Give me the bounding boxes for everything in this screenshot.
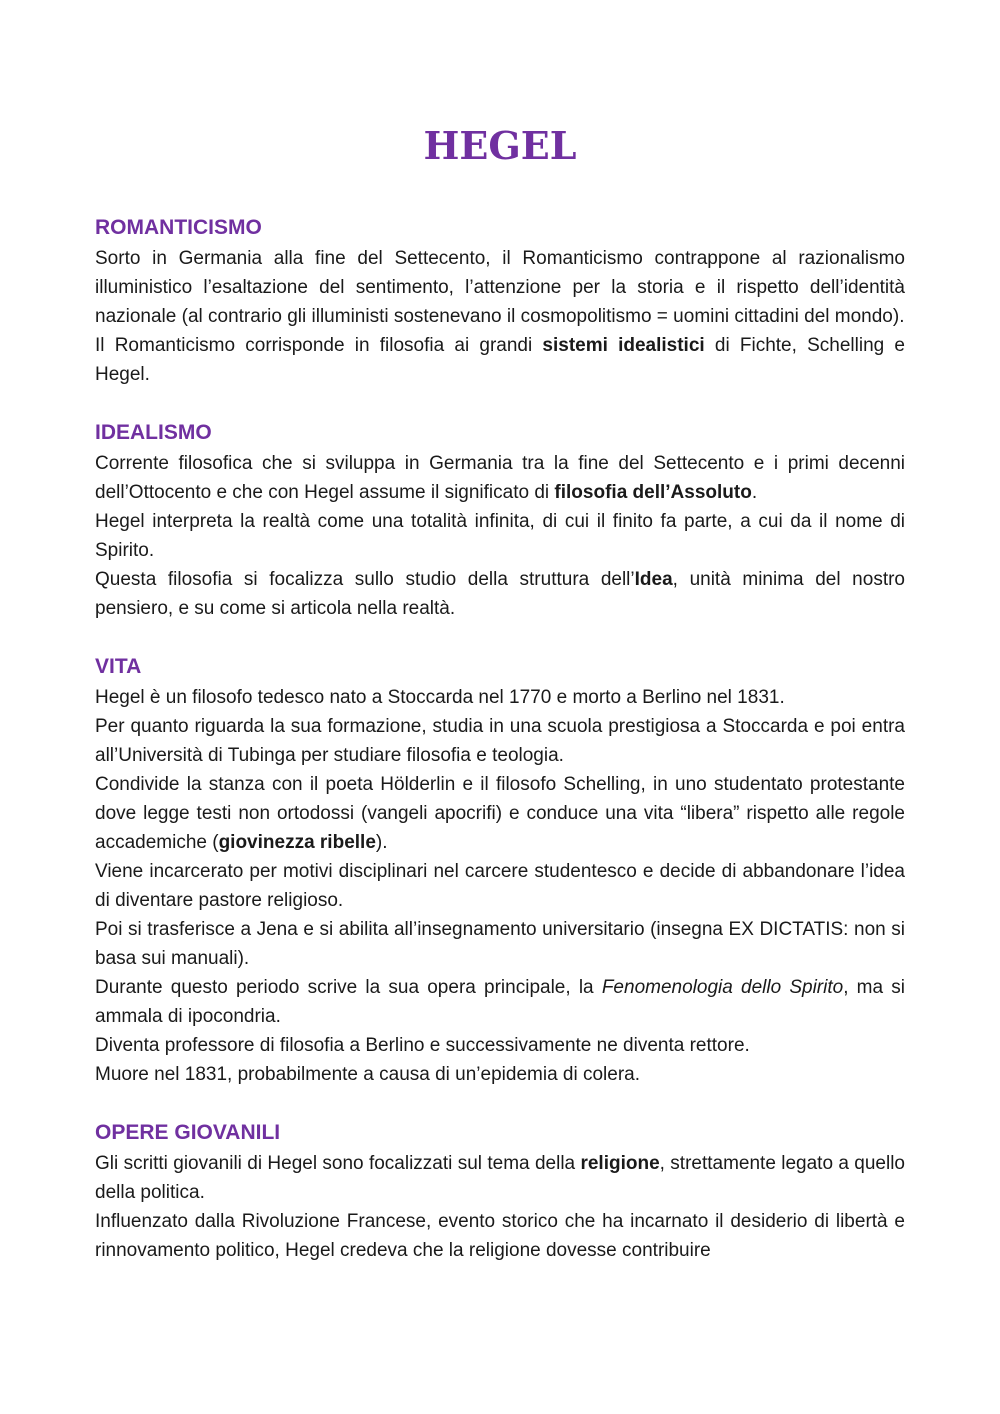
paragraph: Gli scritti giovanili di Hegel sono focalizzati sul tema della religione, strettamente legato a quello della politica. — [95, 1153, 905, 1203]
section-opere-giovanili — [95, 1117, 905, 1265]
document-page — [95, 118, 905, 1293]
section-vita — [95, 651, 905, 1089]
paragraph: Hegel interpreta la realtà come una totalità infinita, di cui il finito fa parte, a cui da il nome di Spirito. — [95, 511, 905, 561]
paragraph: Durante questo periodo scrive la sua opera principale, la Fenomenologia dello Spirito, ma si ammala di ipocondria. — [95, 977, 905, 1027]
paragraph: Viene incarcerato per motivi disciplinari nel carcere studentesco e decide di abbandonare l’idea di diventare pastore religioso. — [95, 861, 905, 911]
paragraph: Condivide la stanza con il poeta Hölderlin e il filosofo Schelling, in uno studentato protestante dove legge testi non ortodossi (vangeli apocrifi) e conduce una vita “libera” rispetto alle regole accademiche (giovinezza ribelle). — [95, 774, 905, 853]
section-heading: VITA — [95, 655, 142, 678]
paragraph: Sorto in Germania alla fine del Settecento, il Romanticismo contrappone al razionalismo illuministico l’esaltazione del sentimento, l’attenzione per la storia e il rispetto dell’identità nazionale (al contrario gli illuministi sostenevano il cosmopolitismo = uomini cittadini del mondo). — [95, 248, 905, 327]
section-heading: ROMANTICISMO — [95, 216, 262, 239]
bold-term: filosofia dell’Assoluto — [554, 482, 752, 503]
paragraph: Diventa professore di filosofia a Berlino e successivamente ne diventa rettore. — [95, 1035, 750, 1056]
section-heading: IDEALISMO — [95, 421, 212, 444]
paragraph: Corrente filosofica che si sviluppa in Germania tra la fine del Settecento e i primi decenni dell’Ottocento e che con Hegel assume il significato di filosofia dell’Assoluto. — [95, 453, 905, 503]
section-romanticismo — [95, 212, 905, 389]
italic-title: Fenomenologia dello Spirito — [601, 977, 844, 998]
document-title: HEGEL — [423, 123, 577, 168]
paragraph: Hegel è un filosofo tedesco nato a Stoccarda nel 1770 e morto a Berlino nel 1831. — [95, 687, 785, 708]
paragraph: Il Romanticismo corrisponde in filosofia ai grandi sistemi idealistici di Fichte, Schelling e Hegel. — [95, 335, 905, 385]
paragraph: Muore nel 1831, probabilmente a causa di un’epidemia di colera. — [95, 1064, 641, 1085]
paragraph: Per quanto riguarda la sua formazione, studia in una scuola prestigiosa a Stoccarda e poi entra all’Università di Tubinga per studiare filosofia e teologia. — [95, 716, 905, 766]
bold-term: giovinezza ribelle — [218, 832, 376, 853]
section-heading: OPERE GIOVANILI — [95, 1121, 281, 1144]
bold-term: religione — [580, 1153, 660, 1174]
paragraph: Influenzato dalla Rivoluzione Francese, evento storico che ha incarnato il desiderio di libertà e rinnovamento politico, Hegel credeva che la religione dovesse contribuire — [95, 1211, 905, 1261]
section-idealismo — [95, 417, 905, 623]
bold-term: Idea — [634, 569, 673, 590]
bold-term: sistemi idealistici — [542, 335, 705, 356]
paragraph: Poi si trasferisce a Jena e si abilita all’insegnamento universitario (insegna EX DICTATIS: non si basa sui manuali). — [95, 919, 905, 969]
paragraph: Questa filosofia si focalizza sullo studio della struttura dell’Idea, unità minima del nostro pensiero, e su come si articola nella realtà. — [95, 569, 905, 619]
